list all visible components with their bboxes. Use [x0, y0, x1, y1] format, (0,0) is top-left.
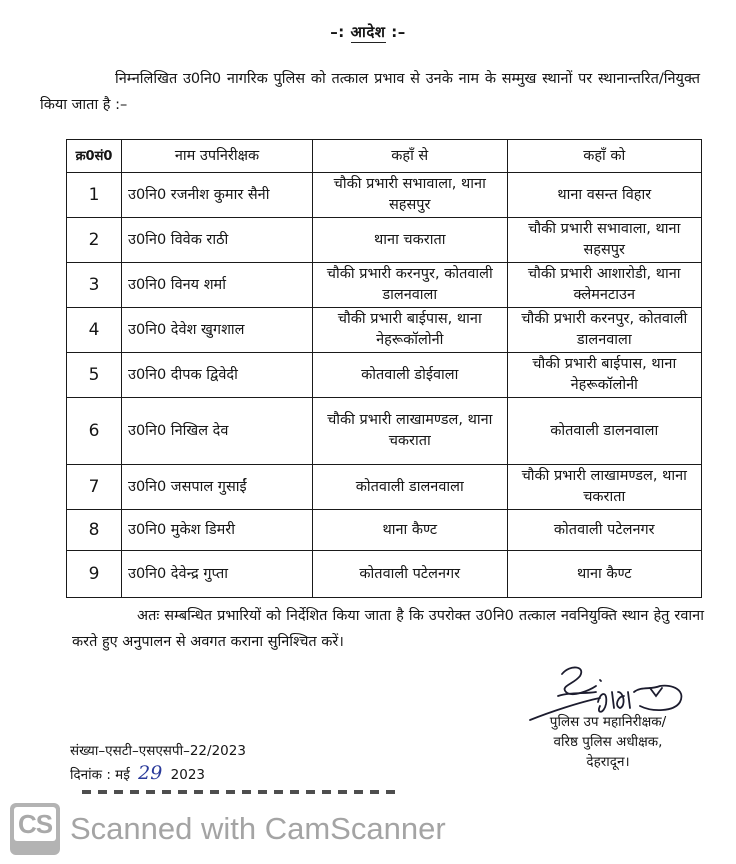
- cell-name: उ0नि0 रजनीश कुमार सैनी: [122, 173, 313, 218]
- cell-from: चौकी प्रभारी लाखामण्डल, थाना चकराता: [313, 398, 508, 465]
- cell-name: उ0नि0 दीपक द्विवेदी: [122, 353, 313, 398]
- table-row: [67, 510, 702, 551]
- closing-paragraph: अतः सम्बन्धित प्रभारियों को निर्देशित किया जाता है कि उपरोक्त उ0नि0 तत्काल नवनियुक्ति स्थान हेतु रवाना करते हुए अनुपालन से अवगत कराना सुनिश्चित करें।: [72, 608, 704, 650]
- reference-block: [70, 740, 246, 786]
- camscanner-watermark: [10, 800, 446, 858]
- table-row: [67, 173, 702, 218]
- date-day-handwritten: 29: [138, 762, 163, 784]
- cell-sno: 4: [67, 308, 122, 353]
- cell-from: कोतवाली डालनवाला: [313, 465, 508, 510]
- table-row: [67, 398, 702, 465]
- date-year: 2023: [170, 767, 205, 783]
- cell-name: उ0नि0 मुकेश डिमरी: [122, 510, 313, 551]
- cell-name: उ0नि0 निखिल देव: [122, 398, 313, 465]
- cell-sno: 3: [67, 263, 122, 308]
- table-row: [67, 308, 702, 353]
- table-row: [67, 465, 702, 510]
- cell-from: चौकी प्रभारी सभावाला, थाना सहसपुर: [313, 173, 508, 218]
- cell-name: उ0नि0 विवेक राठी: [122, 218, 313, 263]
- cell-to: चौकी प्रभारी बाईपास, थाना नेहरूकॉलोनी: [507, 353, 702, 398]
- table-row: [67, 263, 702, 308]
- table-row: [67, 551, 702, 598]
- cell-name: उ0नि0 जसपाल गुसाईं: [122, 465, 313, 510]
- cell-from: थाना चकराता: [313, 218, 508, 263]
- cell-to: थाना कैण्ट: [507, 551, 702, 598]
- date-label: दिनांक : मई: [70, 767, 130, 783]
- heading-suffix: :–: [391, 23, 406, 41]
- header-name: नाम उपनिरीक्षक: [122, 140, 313, 173]
- reference-date: [70, 762, 246, 786]
- header-to: कहाँ को: [507, 140, 702, 173]
- signatory-block: [508, 712, 708, 772]
- reference-number: संख्या–एसटी–एसएसपी–22/2023: [70, 743, 246, 759]
- cell-sno: 8: [67, 510, 122, 551]
- cell-from: चौकी प्रभारी करनपुर, कोतवाली डालनवाला: [313, 263, 508, 308]
- signatory-designation-1: पुलिस उप महानिरीक्षक/: [549, 714, 667, 730]
- cell-to: कोतवाली पटेलनगर: [507, 510, 702, 551]
- cell-from: कोतवाली डोईवाला: [313, 353, 508, 398]
- cell-name: उ0नि0 विनय शर्मा: [122, 263, 313, 308]
- table-row: [67, 353, 702, 398]
- cutoff-text-line: [82, 790, 402, 794]
- cell-sno: 2: [67, 218, 122, 263]
- cell-sno: 5: [67, 353, 122, 398]
- table-row: [67, 218, 702, 263]
- cell-to: चौकी प्रभारी सभावाला, थाना सहसपुर: [507, 218, 702, 263]
- order-heading: [0, 22, 736, 42]
- cell-sno: 9: [67, 551, 122, 598]
- header-from: कहाँ से: [313, 140, 508, 173]
- cell-to: चौकी प्रभारी आशारोडी, थाना क्लेमनटाउन: [507, 263, 702, 308]
- cell-to: कोतवाली डालनवाला: [507, 398, 702, 465]
- watermark-text: Scanned with CamScanner: [70, 811, 446, 846]
- cell-name: उ0नि0 देवेन्द्र गुप्ता: [122, 551, 313, 598]
- intro-paragraph: निम्नलिखित उ0नि0 नागरिक पुलिस को तत्काल प्रभाव से उनके नाम के सम्मुख स्थानों पर स्थानान्तरित/नियुक्त किया जाता है :–: [40, 71, 700, 113]
- signatory-designation-2: वरिष्ठ पुलिस अधीक्षक,: [553, 734, 663, 750]
- cell-to: चौकी प्रभारी लाखामण्डल, थाना चकराता: [507, 465, 702, 510]
- cell-sno: 7: [67, 465, 122, 510]
- heading-prefix: –:: [330, 23, 345, 41]
- cell-to: चौकी प्रभारी करनपुर, कोतवाली डालनवाला: [507, 308, 702, 353]
- table-header-row: [67, 140, 702, 173]
- cell-name: उ0नि0 देवेश खुगशाल: [122, 308, 313, 353]
- cell-sno: 6: [67, 398, 122, 465]
- heading-title: आदेश: [350, 23, 386, 41]
- cell-sno: 1: [67, 173, 122, 218]
- transfer-table: [66, 139, 702, 598]
- signatory-location: देहरादून।: [586, 754, 630, 770]
- cell-to: थाना वसन्त विहार: [507, 173, 702, 218]
- header-serial-no: क्र0सं0: [67, 140, 122, 173]
- cell-from: कोतवाली पटेलनगर: [313, 551, 508, 598]
- cell-from: चौकी प्रभारी बाईपास, थाना नेहरूकॉलोनी: [313, 308, 508, 353]
- camscanner-logo-icon: CS: [10, 803, 60, 855]
- cell-from: थाना कैण्ट: [313, 510, 508, 551]
